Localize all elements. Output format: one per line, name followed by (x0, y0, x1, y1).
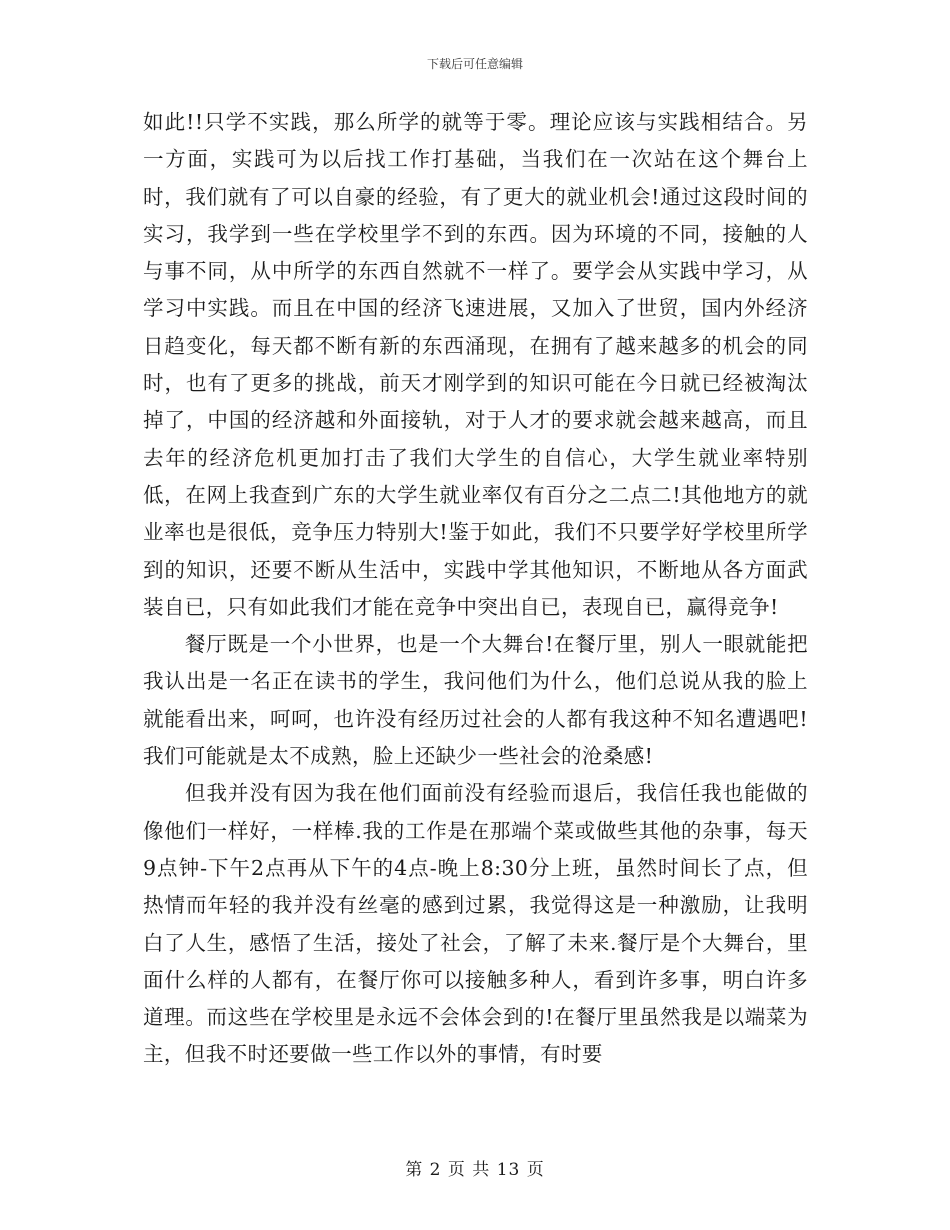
paragraph-3: 但我并没有因为我在他们面前没有经验而退后，我信任我也能做的像他们一样好，一样棒.我的工作是在那端个菜或做些其他的杂事，每天9点钟-下午2点再从下午的4点-晚上8:30分上班，虽然时间长了点，但热情而年轻的我并没有丝毫的感到过累，我觉得这是一种激励，让我明白了人生，感悟了生活，接处了社会，了解了未来.餐厅是个大舞台，里面什么样的人都有，在餐厅你可以接触多种人，看到许多事，明白许多道理。而这些在学校里是永远不会体会到的!在餐厅里虽然我是以端菜为主，但我不时还要做一些工作以外的事情，有时要 (143, 781, 808, 1067)
page-footer: 第 2 页 共 13 页 (405, 1160, 545, 1180)
page-header: 下载后可任意编辑 (426, 57, 523, 71)
paragraph-1: 如此!!只学不实践，那么所学的就等于零。理论应该与实践相结合。另一方面，实践可为以后找工作打基础，当我们在一次站在这个舞台上时，我们就有了可以自豪的经验，有了更大的就业机会!通过这段时间的实习，我学到一些在学校里学不到的东西。因为环境的不同，接触的人与事不同，从中所学的东西自然就不一样了。要学会从实践中学习，从学习中实践。而且在中国的经济飞速进展，又加入了世贸，国内外经济日趋变化，每天都不断有新的东西涌现，在拥有了越来越多的机会的同时，也有了更多的挑战，前天才刚学到的知识可能在今日就已经被淘汰掉了，中国的经济越和外面接轨，对于人才的要求就会越来越高，而且去年的经济危机更加打击了我们大学生的自信心，大学生就业率特别低，在网上我查到广东的大学生就业率仅有百分之二点二!其他地方的就业率也是很低，竞争压力特别大!鉴于如此，我们不只要学好学校里所学到的知识，还要不断从生活中，实践中学其他知识，不断地从各方面武装自已，只有如此我们才能在竞争中突出自已，表现自已，赢得竞争! (143, 110, 808, 619)
document-body (143, 104, 808, 1074)
paragraph-2: 餐厅既是一个小世界，也是一个大舞台!在餐厅里，别人一眼就能把我认出是一名正在读书的学生，我问他们为什么，他们总说从我的脸上就能看出来，呵呵，也许没有经历过社会的人都有我这种不知名遭遇吧!我们可能就是太不成熟，脸上还缺少一些社会的沧桑感! (143, 632, 808, 769)
